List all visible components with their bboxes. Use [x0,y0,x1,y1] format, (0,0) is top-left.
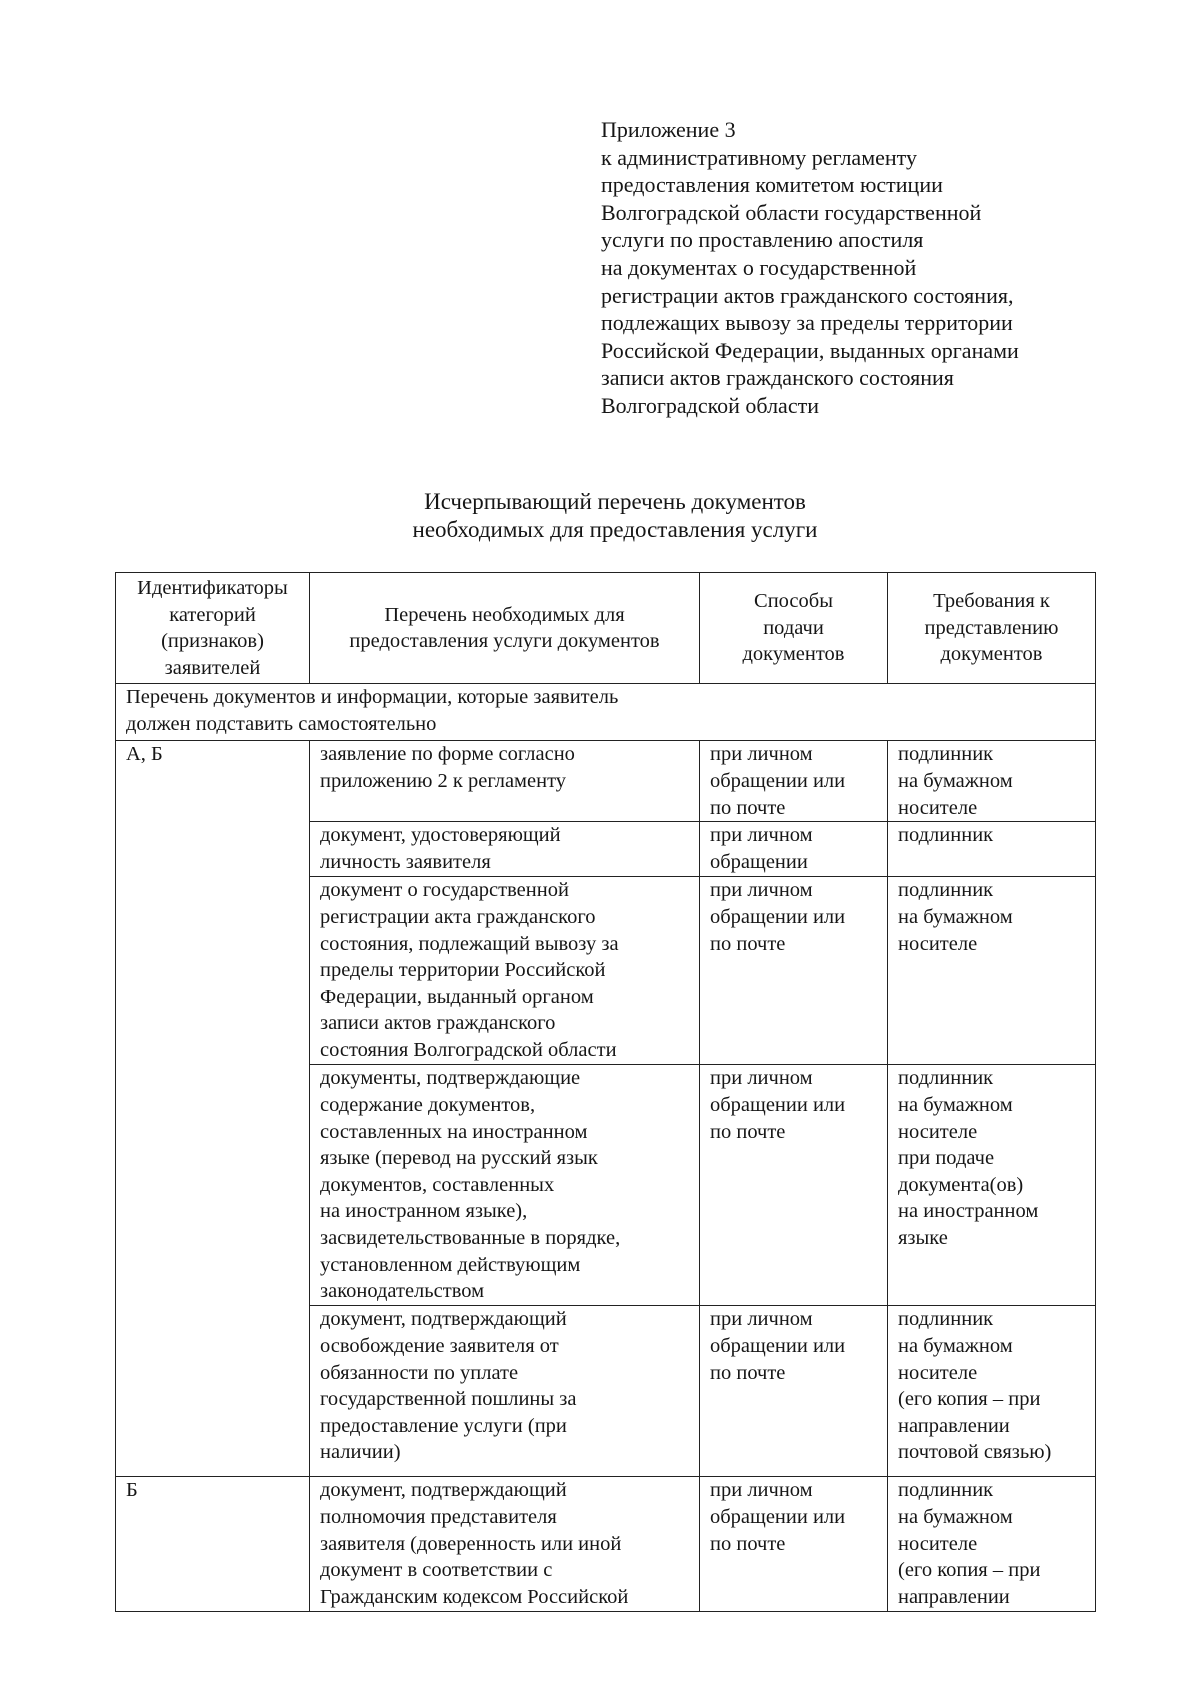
document-cell: документ о государственной регистрации акта гражданского состояния, подлежащий вывозу за пределы территории Российской Федерации, выданный органом записи актов гражданского состояния Волгоградской области [310,877,700,1065]
requirement-cell: подлинник на бумажном носителе при подаче документа(ов) на иностранном языке [888,1065,1096,1306]
annex-line: Российской Федерации, выданных органами [601,337,1019,363]
documents-table [115,572,1096,1612]
table-row [116,741,1096,822]
document-cell: документы, подтверждающие содержание документов, составленных на иностранном языке (перевод на русский язык документов, составленных на иностранном языке), засвидетельствованные в порядке, установленном действующим законодательством [310,1065,700,1306]
title-line-1: Исчерпывающий перечень документов [424,489,806,514]
category-cell: А, Б [116,741,310,1477]
annex-header [601,116,1121,420]
header-submission-methods: Способы подачи документов [700,573,888,684]
annex-line: подлежащих вывозу за пределы территории [601,310,1013,336]
method-cell: при личном обращении [700,822,888,877]
annex-line: Волгоградской области государственной [601,199,982,225]
table-row [116,1477,1096,1612]
annex-line: Волгоградской области [601,392,819,418]
document-cell: документ, удостоверяющий личность заявителя [310,822,700,877]
method-cell: при личном обращении или по почте [700,1477,888,1612]
annex-line: регистрации актов гражданского состояния, [601,282,1014,308]
annex-line: записи актов гражданского состояния [601,365,954,391]
requirement-cell: подлинник на бумажном носителе [888,877,1096,1065]
title-line-2: необходимых для предоставления услуги [412,517,818,542]
method-cell: при личном обращении или по почте [700,1065,888,1306]
annex-line: услуги по проставлению апостиля [601,227,924,253]
annex-line: на документах о государственной [601,254,917,280]
requirement-cell: подлинник [888,822,1096,877]
header-applicant-categories: Идентификаторы категорий (признаков) заявителей [116,573,310,684]
document-title [300,488,930,544]
requirement-cell: подлинник на бумажном носителе (его копия – при направлении почтовой связью) [888,1306,1096,1477]
header-requirements: Требования к представлению документов [888,573,1096,684]
method-cell: при личном обращении или по почте [700,741,888,822]
requirement-cell: подлинник на бумажном носителе (его копия – при направлении [888,1477,1096,1612]
requirement-cell: подлинник на бумажном носителе [888,741,1096,822]
section-caption: Перечень документов и информации, которые заявитель должен подставить самостоятельно [116,684,1096,741]
table-header-row [116,573,1096,684]
category-cell: Б [116,1477,310,1612]
method-cell: при личном обращении или по почте [700,1306,888,1477]
document-cell: документ, подтверждающий полномочия представителя заявителя (доверенность или иной документ в соответствии с Гражданским кодексом Российской [310,1477,700,1612]
annex-line: Приложение 3 [601,117,736,142]
annex-line: предоставления комитетом юстиции [601,172,943,198]
document-cell: заявление по форме согласно приложению 2 к регламенту [310,741,700,822]
document-cell: документ, подтверждающий освобождение заявителя от обязанности по уплате государственной пошлины за предоставление услуги (при наличии) [310,1306,700,1477]
section-row [116,684,1096,741]
annex-line: к административному регламенту [601,144,917,170]
method-cell: при личном обращении или по почте [700,877,888,1065]
header-documents-list: Перечень необходимых для предоставления услуги документов [310,573,700,684]
